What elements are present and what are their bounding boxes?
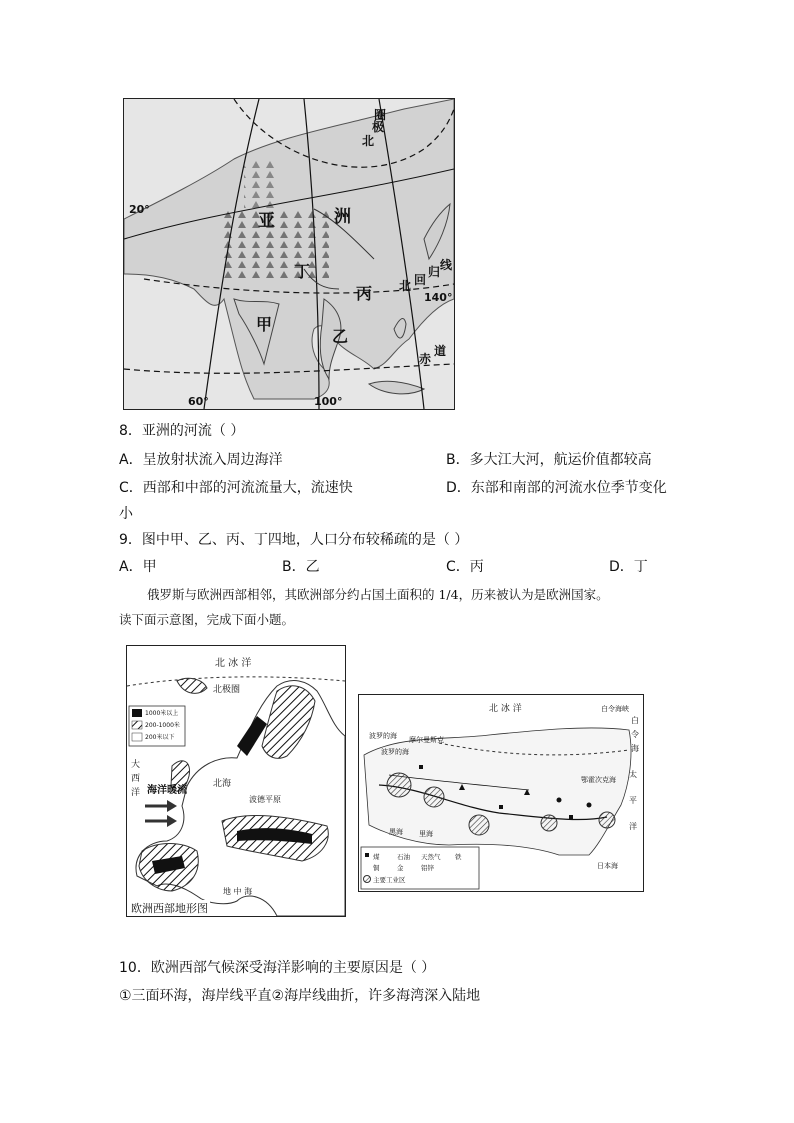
pacific-label-2: 平 — [629, 796, 637, 805]
russia-resource-map — [358, 694, 644, 892]
deg-20-label: 20° — [129, 203, 150, 216]
pacific-label-3: 洋 — [629, 822, 637, 831]
arctic-circle-label-3: 圈 — [374, 108, 387, 122]
mediterranean-label: 地 中 海 — [223, 887, 253, 896]
region-ding: 丁 — [294, 262, 311, 281]
plain-label: 波德平原 — [249, 795, 281, 804]
region-jia: 甲 — [256, 315, 273, 334]
legend-high: 1000米以上 — [145, 710, 179, 717]
atlantic-label: 大西洋 — [131, 760, 141, 798]
tropic-label-3: 归 — [428, 265, 441, 279]
q10-option: ①三面环海，海岸线平直②海岸线曲折，许多海湾深入陆地 — [119, 988, 481, 1004]
region-bing: 丙 — [356, 284, 373, 303]
asia-map — [123, 98, 455, 410]
current-label: 海洋暖流 — [147, 785, 187, 796]
deg-140-label: 140° — [424, 291, 453, 304]
region-yi: 乙 — [332, 327, 349, 346]
deg-100-label: 100° — [314, 395, 343, 408]
region-zhou: 洲 — [334, 207, 351, 227]
q8-stem: 8．亚洲的河流（ ） — [119, 423, 245, 439]
pacific-label-1: 太 — [629, 770, 637, 779]
bering-strait-label: 白令海峡 — [601, 705, 629, 713]
okhotsk-label: 鄂霍次克海 — [581, 776, 616, 784]
tropic-label-1: 北 — [399, 279, 412, 293]
q8-option-a: A．呈放射状流入周边海洋 — [119, 452, 283, 468]
region-ya: 亚 — [258, 211, 275, 231]
legend-low: 200米以下 — [145, 734, 175, 741]
legend-lead-zinc: 铝锌 — [421, 864, 434, 872]
intro-line-1: 俄罗斯与欧洲西部相邻，其欧洲部分约占国土面积的 1/4，历来被认为是欧洲国家。 — [147, 587, 609, 602]
q9-stem: 9．图中甲、乙、丙、丁四地，人口分布较稀疏的是（ ） — [119, 532, 469, 548]
europe-terrain-map — [126, 645, 346, 917]
q9-option-d: D．丁 — [609, 559, 648, 575]
q10-stem: 10．欧洲西部气候深受海洋影响的主要原因是（ ） — [119, 960, 436, 976]
russia-arctic-ocean: 北 冰 洋 — [489, 704, 522, 714]
bering-sea-label-2: 令 — [631, 730, 639, 739]
q8-option-d-wrap: 小 — [119, 506, 133, 522]
tropic-label-2: 回 — [414, 273, 427, 287]
europe-arctic-ocean: 北 冰 洋 — [215, 658, 252, 669]
deg-60-label: 60° — [188, 395, 209, 408]
legend-iron: 铁 — [455, 853, 462, 861]
baltic-label-1: 波罗的海 — [369, 732, 397, 740]
legend-gas: 天然气 — [421, 853, 441, 861]
baltic-label-2: 波罗的海 — [381, 748, 409, 756]
bering-sea-label-3: 海 — [631, 744, 639, 753]
equator-label-2: 道 — [434, 344, 447, 358]
tropic-label-4: 线 — [440, 258, 453, 272]
equator-label-1: 赤 — [419, 352, 432, 366]
q9-option-a: A．甲 — [119, 559, 157, 575]
japan-sea-label: 日本海 — [597, 862, 618, 870]
europe-arctic-circle: 北极圈 — [213, 685, 241, 695]
legend-copper: 铜 — [373, 864, 380, 872]
legend-gold: 金 — [397, 864, 404, 872]
black-sea-label: 黑海 — [389, 828, 403, 836]
murmansk-label: 摩尔曼斯克 — [409, 736, 444, 744]
europe-map-caption: 欧洲西部地形图 — [131, 902, 208, 915]
legend-mid: 200-1000米 — [145, 722, 180, 729]
legend-industrial: 主要工业区 — [373, 876, 406, 884]
caspian-label: 里海 — [419, 830, 433, 838]
q8-option-d: D．东部和南部的河流水位季节变化 — [446, 480, 667, 496]
legend-coal: 煤 — [373, 853, 380, 861]
bering-sea-label-1: 白 — [631, 716, 639, 725]
north-sea-label: 北海 — [213, 779, 232, 789]
arctic-circle-label-2: 极 — [372, 120, 385, 134]
legend-oil: 石油 — [397, 853, 410, 861]
q8-option-c: C．西部和中部的河流流量大，流速快 — [119, 480, 353, 496]
q8-option-b: B．多大江大河，航运价值都较高 — [446, 452, 652, 468]
q9-option-c: C．丙 — [446, 559, 484, 575]
intro-line-2: 读下面示意图，完成下面小题。 — [119, 612, 295, 627]
arctic-circle-label-1: 北 — [362, 134, 375, 148]
q9-option-b: B．乙 — [282, 559, 320, 575]
asia-map-graphic — [124, 99, 454, 409]
